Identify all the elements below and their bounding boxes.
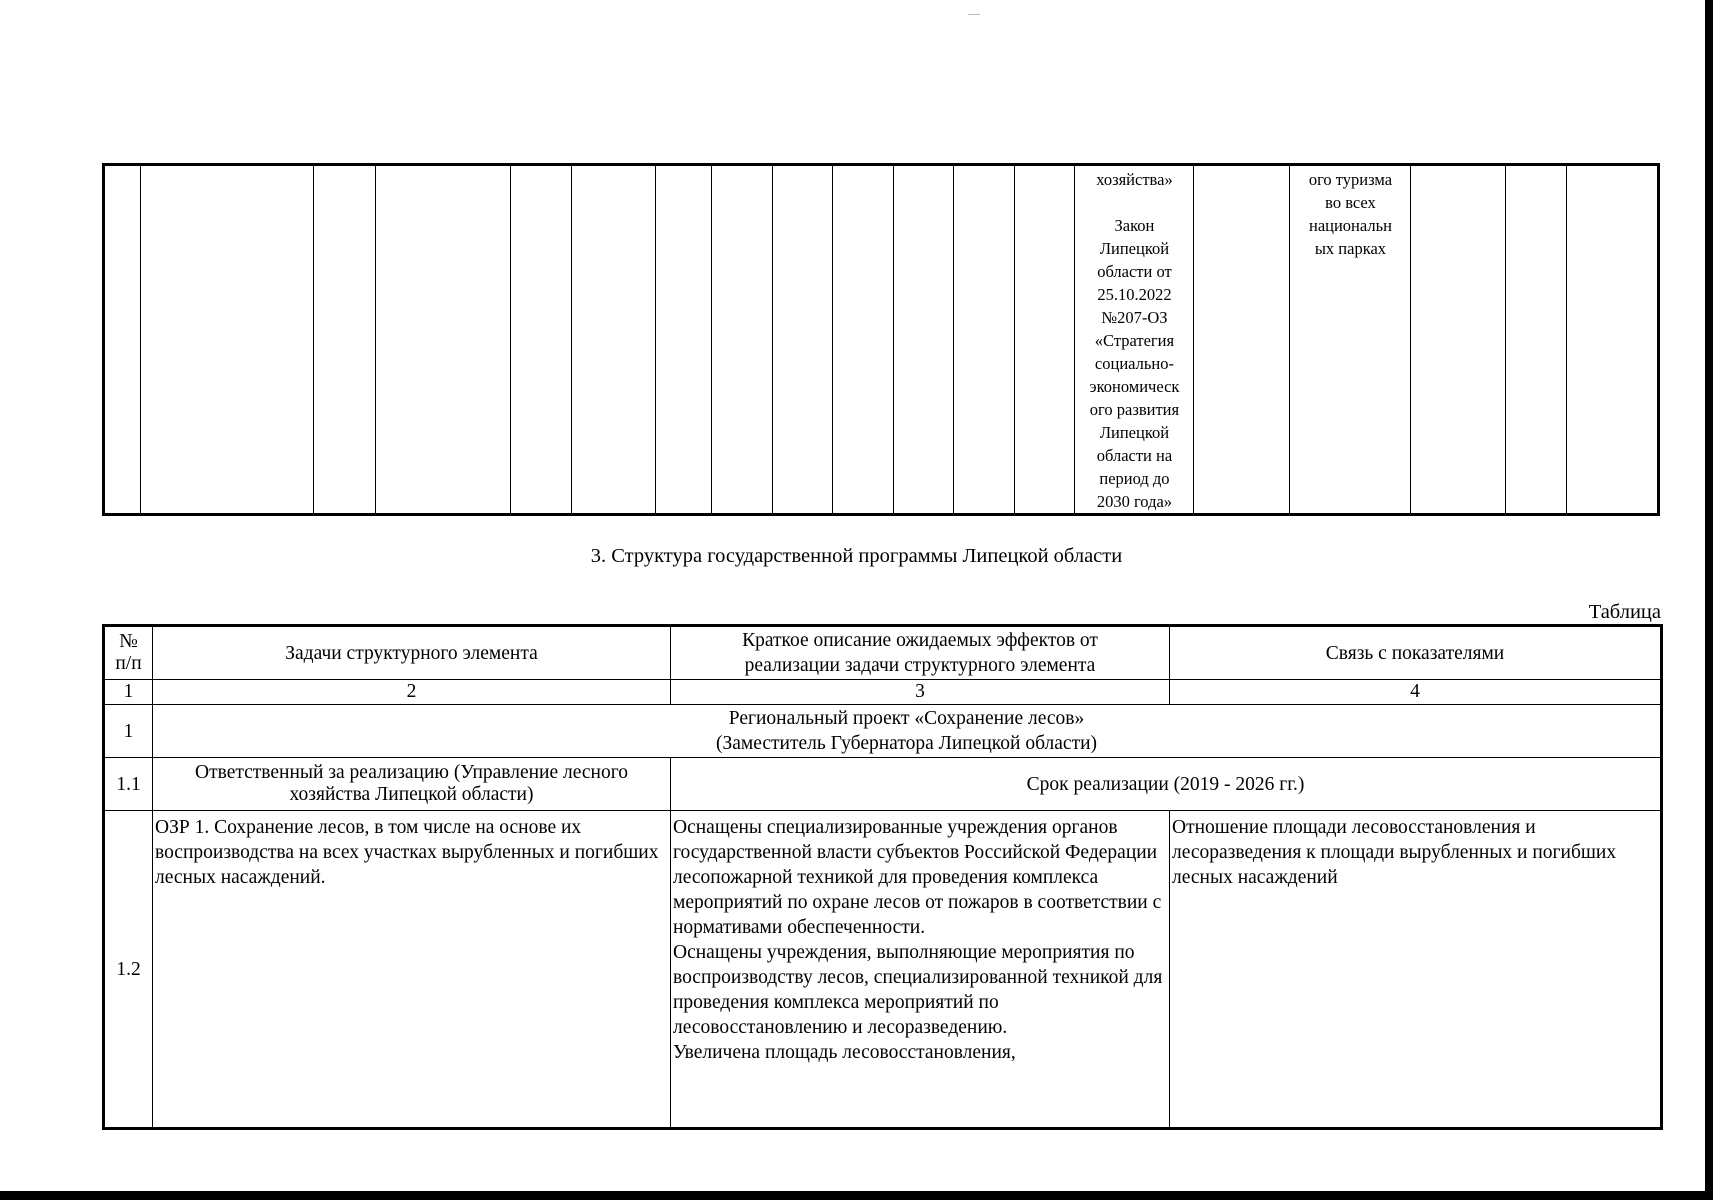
column-numbers-row [104, 680, 1662, 705]
header-links: Связь с показателями [1170, 626, 1662, 680]
header-row [104, 626, 1662, 680]
cont-cell [893, 165, 954, 515]
responsible-text: Ответственный за реализацию (Управление лесного хозяйства Липецкой области) [153, 758, 671, 811]
indicator-text: Отношение площади лесовосстановления и лесоразведения к площади вырубленных и погибших лесных насаждений [1170, 811, 1662, 1129]
continuation-row [104, 165, 1659, 515]
column-number: 3 [671, 680, 1170, 705]
cont-cell [712, 165, 773, 515]
scan-edge-right [1705, 0, 1713, 1200]
task-text: ОЗР 1. Сохранение лесов, в том числе на основе их воспроизводства на всех участках вырубленных и погибших лесных насаждений. [153, 811, 671, 1129]
cont-cell [833, 165, 894, 515]
term-text: Срок реализации (2019 - 2026 гг.) [671, 758, 1662, 811]
cont-cell [376, 165, 511, 515]
cont-cell [772, 165, 833, 515]
tourism-text: ого туризма во всех национальн ых парках [1308, 170, 1393, 258]
scan-edge-bottom [0, 1191, 1713, 1200]
project-row [104, 705, 1662, 758]
scan-mark [968, 14, 980, 15]
cont-cell [571, 165, 656, 515]
header-effects: Краткое описание ожидаемых эффектов от реализации задачи структурного элемента [671, 626, 1170, 680]
cont-cell [104, 165, 141, 515]
column-number: 2 [153, 680, 671, 705]
header-num: № п/п [104, 626, 153, 680]
cont-cell [656, 165, 712, 515]
project-title: Региональный проект «Сохранение лесов» (Заместитель Губернатора Липецкой области) [153, 705, 1662, 758]
column-number: 1 [104, 680, 153, 705]
cont-cell [954, 165, 1015, 515]
cont-cell [140, 165, 313, 515]
header-tasks: Задачи структурного элемента [153, 626, 671, 680]
strategy-law-text: хозяйства» Закон Липецкой области от 25.10.2022 №207-ОЗ «Стратегия социально- экономическ ого развития Липецкой области на период до 2030 года» [1089, 170, 1180, 511]
continuation-table [102, 163, 1660, 516]
structure-table [102, 624, 1663, 1130]
cont-cell [1014, 165, 1075, 515]
cont-cell [313, 165, 376, 515]
cont-cell [1194, 165, 1290, 515]
responsible-row [104, 758, 1662, 811]
cont-cell [1506, 165, 1567, 515]
effect-text: Оснащены специализированные учреждения органов государственной власти субъектов Российской Федерации лесопожарной техникой для проведения комплекса мероприятий по охране лесов от пожаров в соответствии с нормативами обеспеченности. Оснащены учреждения, выполняющие мероприятия по воспроизводству лесов, специализированной техникой для проведения комплекса мероприятий по лесовосстановлению и лесоразведению. Увеличена площадь лесовосстановления, [671, 811, 1170, 1129]
cont-cell-tourism [1290, 165, 1411, 515]
cont-cell [510, 165, 571, 515]
table-caption: Таблица [1588, 601, 1661, 623]
cont-cell [1411, 165, 1506, 515]
row-number: 1 [104, 705, 153, 758]
task-row [104, 811, 1662, 1129]
row-number: 1.2 [104, 811, 153, 1129]
section-title: 3. Структура государственной программы Липецкой области [590, 545, 1123, 567]
column-number: 4 [1170, 680, 1662, 705]
row-number: 1.1 [104, 758, 153, 811]
cont-cell [1566, 165, 1658, 515]
cont-cell-strategy-law [1075, 165, 1194, 515]
